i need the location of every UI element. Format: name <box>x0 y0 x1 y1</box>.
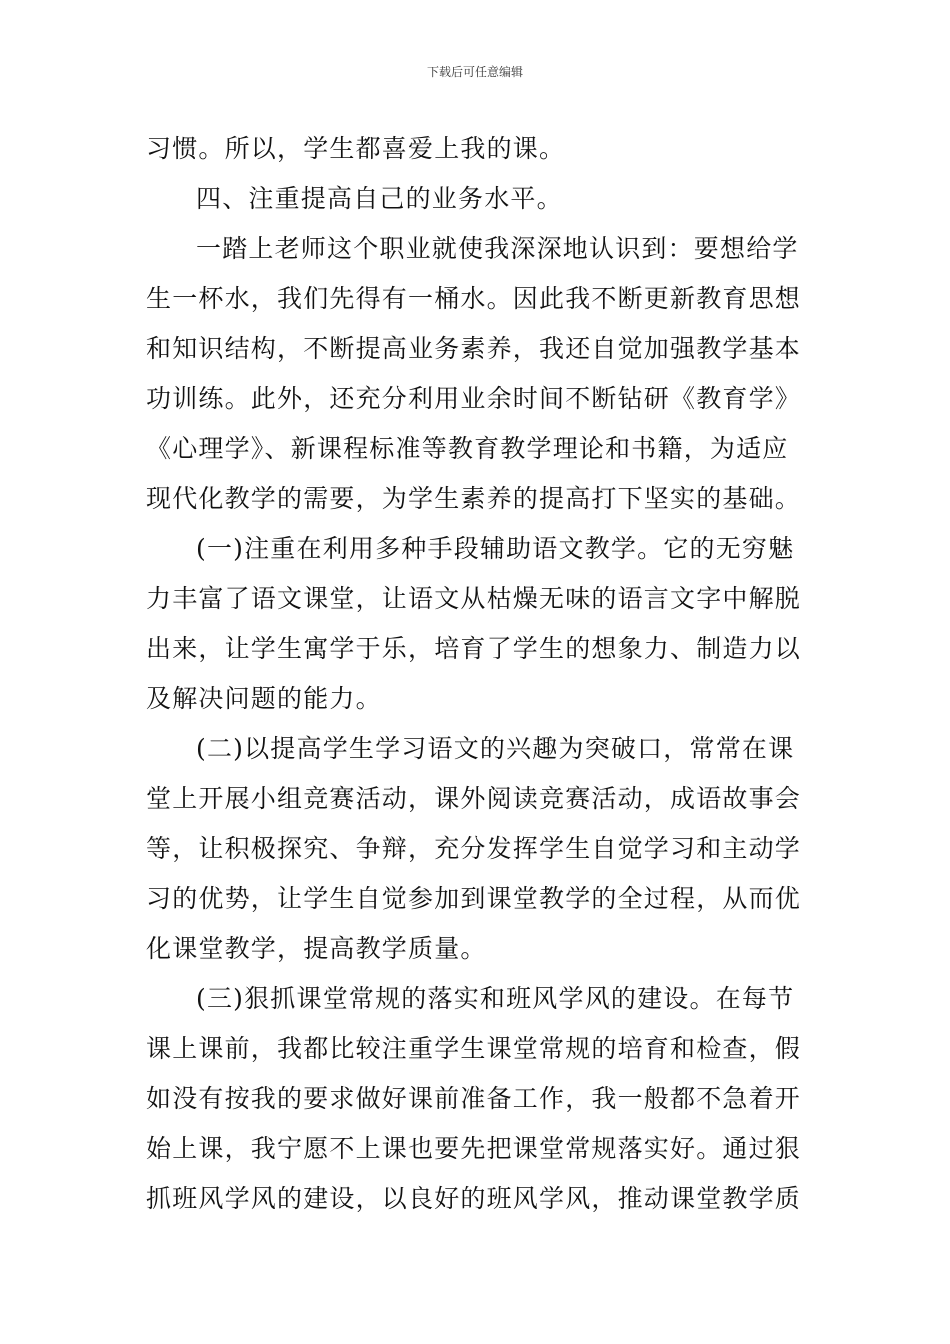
text-line: 及解决问题的能力。 <box>146 684 382 713</box>
text-line: 力丰富了语文课堂，让语文从枯燥无味的语言文字中解脱 <box>146 584 802 613</box>
text-line: 出来，让学生寓学于乐，培育了学生的想象力、制造力以 <box>146 634 802 663</box>
document-body <box>146 124 808 1224</box>
text-line: 功训练。此外，还充分利用业余时间不断钻研《教育学》 <box>146 384 802 413</box>
text-line: 课上课前，我都比较注重学生课堂常规的培育和检查，假 <box>146 1034 802 1063</box>
text-line: 抓班风学风的建设，以良好的班风学风，推动课堂教学质 <box>146 1184 802 1213</box>
section-heading: 四、注重提高自己的业务水平。 <box>196 184 563 213</box>
text-line: 习惯。所以，学生都喜爱上我的课。 <box>146 134 566 163</box>
text-line: (二)以提高学生学习语文的兴趣为突破口，常常在课 <box>196 734 795 763</box>
page-header: 下载后可任意编辑 <box>426 65 523 79</box>
text-line: 现代化教学的需要，为学生素养的提高打下坚实的基础。 <box>146 484 802 513</box>
text-line: 和知识结构，不断提高业务素养，我还自觉加强教学基本 <box>146 334 802 363</box>
text-line: (一)注重在利用多种手段辅助语文教学。它的无穷魅 <box>196 534 795 563</box>
text-line: 如没有按我的要求做好课前准备工作，我一般都不急着开 <box>146 1084 802 1113</box>
text-line: 等，让积极探究、争辩，充分发挥学生自觉学习和主动学 <box>146 834 802 863</box>
text-line: (三)狠抓课堂常规的落实和班风学风的建设。在每节 <box>196 984 795 1013</box>
text-line: 始上课，我宁愿不上课也要先把课堂常规落实好。通过狠 <box>146 1134 802 1163</box>
text-line: 《心理学》、新课程标准等教育教学理论和书籍，为适应 <box>146 434 789 463</box>
text-line: 堂上开展小组竞赛活动，课外阅读竞赛活动，成语故事会 <box>146 784 802 813</box>
text-line: 生一杯水，我们先得有一桶水。因此我不断更新教育思想 <box>146 284 802 313</box>
text-line: 一踏上老师这个职业就使我深深地认识到：要想给学 <box>196 234 799 263</box>
text-line: 习的优势，让学生自觉参加到课堂教学的全过程，从而优 <box>146 884 802 913</box>
text-line: 化课堂教学，提高教学质量。 <box>146 934 487 963</box>
